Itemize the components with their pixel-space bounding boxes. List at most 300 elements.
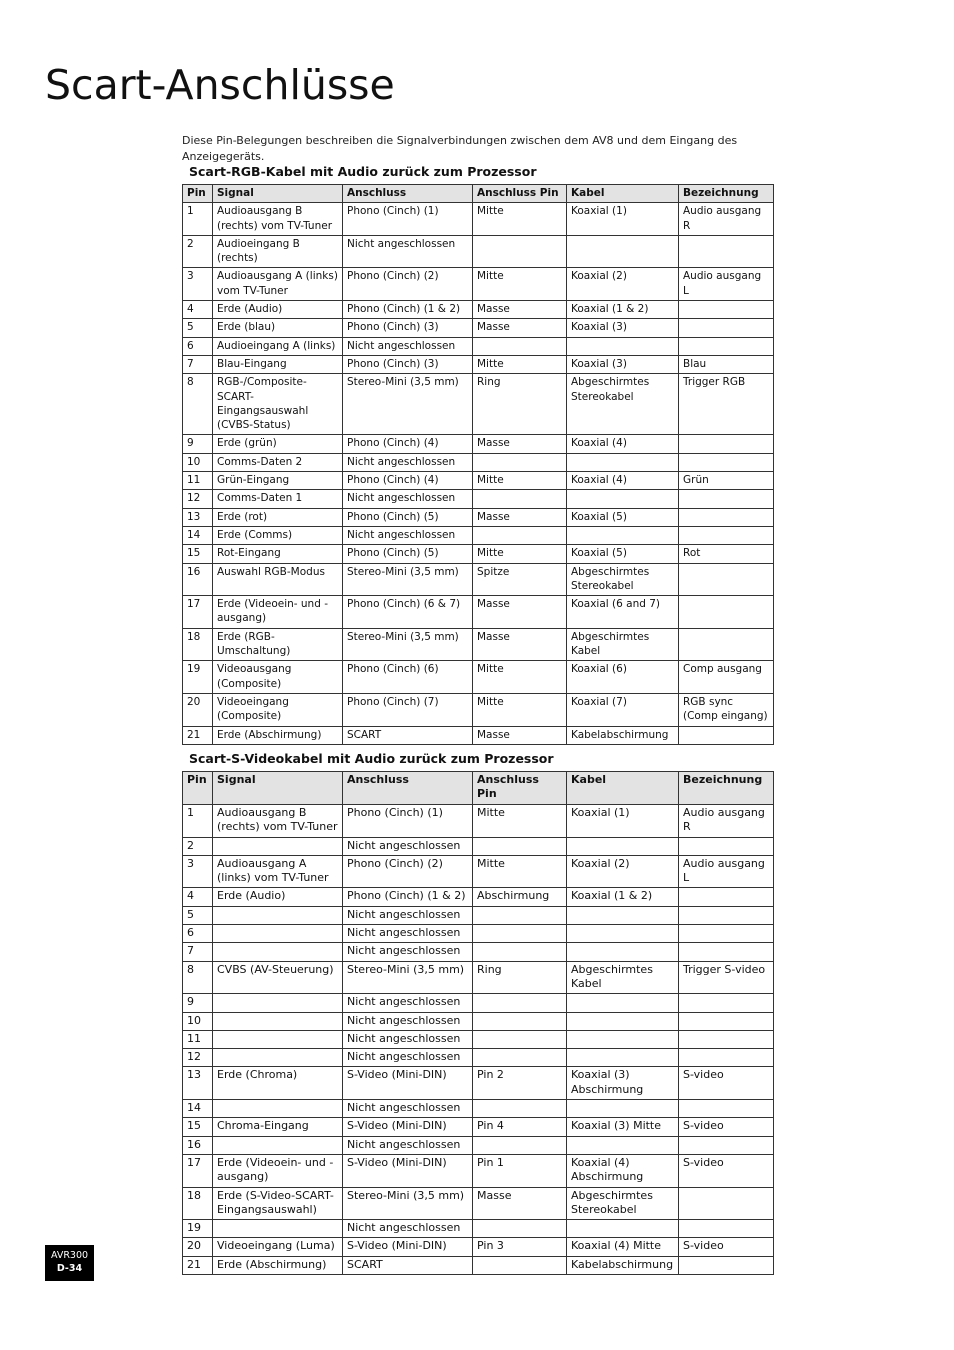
cell-anschluss: Phono (Cinch) (4) — [343, 472, 473, 490]
cell-signal — [213, 1012, 343, 1030]
table-row — [183, 925, 774, 943]
cell-pin: 9 — [183, 435, 213, 453]
cell-signal: Audioeingang B (rechts) — [213, 235, 343, 268]
cell-anschluss: Stereo-Mini (3,5 mm) — [343, 563, 473, 596]
table-row — [183, 1154, 774, 1187]
cell-kabel — [567, 1030, 679, 1048]
cell-anschluss-pin — [473, 1136, 567, 1154]
cell-anschluss: Phono (Cinch) (2) — [343, 855, 473, 888]
cell-anschluss-pin: Masse — [473, 596, 567, 629]
cell-anschluss: Phono (Cinch) (5) — [343, 508, 473, 526]
cell-bezeichnung: Audio ausgang L — [679, 855, 774, 888]
table1-title: Scart-RGB-Kabel mit Audio zurück zum Prozessor — [189, 164, 537, 179]
table-row — [183, 472, 774, 490]
cell-bezeichnung — [679, 925, 774, 943]
cell-anschluss-pin — [473, 994, 567, 1012]
cell-signal: Erde (Abschirmung) — [213, 726, 343, 744]
cell-anschluss-pin: Masse — [473, 301, 567, 319]
cell-anschluss: Nicht angeschlossen — [343, 1136, 473, 1154]
cell-bezeichnung — [679, 319, 774, 337]
cell-anschluss: SCART — [343, 726, 473, 744]
cell-anschluss-pin: Pin 3 — [473, 1238, 567, 1256]
table-row — [183, 855, 774, 888]
cell-pin: 11 — [183, 472, 213, 490]
cell-anschluss: S-Video (Mini-DIN) — [343, 1067, 473, 1100]
table-row — [183, 1118, 774, 1136]
cell-pin: 3 — [183, 855, 213, 888]
cell-anschluss-pin — [473, 1049, 567, 1067]
cell-anschluss-pin: Pin 1 — [473, 1154, 567, 1187]
cell-pin: 4 — [183, 301, 213, 319]
cell-pin: 16 — [183, 563, 213, 596]
cell-pin: 12 — [183, 1049, 213, 1067]
cell-bezeichnung: Rot — [679, 545, 774, 563]
cell-kabel: Koaxial (3) — [567, 355, 679, 373]
cell-kabel — [567, 337, 679, 355]
cell-anschluss: Nicht angeschlossen — [343, 337, 473, 355]
table-row — [183, 453, 774, 471]
cell-kabel: Koaxial (3) Abschirmung — [567, 1067, 679, 1100]
cell-anschluss: Nicht angeschlossen — [343, 1220, 473, 1238]
cell-anschluss-pin: Mitte — [473, 472, 567, 490]
cell-anschluss-pin — [473, 925, 567, 943]
cell-pin: 18 — [183, 628, 213, 661]
cell-anschluss: Nicht angeschlossen — [343, 837, 473, 855]
cell-pin: 1 — [183, 203, 213, 236]
cell-bezeichnung — [679, 337, 774, 355]
cell-anschluss: Phono (Cinch) (1 & 2) — [343, 888, 473, 906]
column-header-bezeichnung: Bezeichnung — [679, 185, 774, 203]
cell-bezeichnung — [679, 235, 774, 268]
cell-kabel: Koaxial (4) — [567, 435, 679, 453]
column-header-anschluss-pin: Anschluss Pin — [473, 185, 567, 203]
cell-signal: Audioausgang B (rechts) vom TV-Tuner — [213, 805, 343, 838]
table-row — [183, 596, 774, 629]
cell-pin: 18 — [183, 1187, 213, 1220]
cell-bezeichnung: S-video — [679, 1154, 774, 1187]
cell-signal: Erde (S-Video-SCART-Eingangsauswahl) — [213, 1187, 343, 1220]
table-row — [183, 1100, 774, 1118]
column-header-pin: Pin — [183, 185, 213, 203]
table-row — [183, 837, 774, 855]
cell-anschluss-pin: Mitte — [473, 545, 567, 563]
cell-kabel: Koaxial (7) — [567, 693, 679, 726]
cell-bezeichnung: RGB sync (Comp eingang) — [679, 693, 774, 726]
column-header-signal: Signal — [213, 185, 343, 203]
page-number-badge — [45, 1245, 94, 1281]
cell-kabel: Koaxial (2) — [567, 268, 679, 301]
cell-anschluss: Nicht angeschlossen — [343, 453, 473, 471]
cell-pin: 8 — [183, 374, 213, 435]
cell-kabel — [567, 1220, 679, 1238]
cell-bezeichnung: S-video — [679, 1067, 774, 1100]
table-row — [183, 1136, 774, 1154]
cell-signal: Erde (RGB-Umschaltung) — [213, 628, 343, 661]
table-row — [183, 1220, 774, 1238]
cell-pin: 6 — [183, 925, 213, 943]
cell-anschluss-pin — [473, 490, 567, 508]
cell-anschluss: Phono (Cinch) (3) — [343, 319, 473, 337]
cell-bezeichnung: Trigger RGB — [679, 374, 774, 435]
cell-kabel: Abgeschirmtes Stereokabel — [567, 563, 679, 596]
cell-signal — [213, 943, 343, 961]
table-row — [183, 1187, 774, 1220]
table-row — [183, 943, 774, 961]
cell-anschluss: Nicht angeschlossen — [343, 235, 473, 268]
table-row — [183, 203, 774, 236]
table-row — [183, 888, 774, 906]
cell-pin: 8 — [183, 961, 213, 994]
cell-anschluss: S-Video (Mini-DIN) — [343, 1154, 473, 1187]
cell-bezeichnung — [679, 888, 774, 906]
column-header-kabel: Kabel — [567, 772, 679, 805]
column-header-bezeichnung: Bezeichnung — [679, 772, 774, 805]
cell-bezeichnung — [679, 726, 774, 744]
cell-kabel — [567, 1136, 679, 1154]
cell-kabel: Koaxial (3) — [567, 319, 679, 337]
cell-signal: RGB-/Composite-SCART-Eingangsauswahl (CVBS-Status) — [213, 374, 343, 435]
cell-signal: Videoausgang (Composite) — [213, 661, 343, 694]
cell-anschluss-pin: Masse — [473, 435, 567, 453]
cell-anschluss-pin — [473, 943, 567, 961]
cell-signal: Erde (blau) — [213, 319, 343, 337]
cell-anschluss: Nicht angeschlossen — [343, 526, 473, 544]
column-header-signal: Signal — [213, 772, 343, 805]
cell-signal: Audioausgang A (links) vom TV-Tuner — [213, 268, 343, 301]
cell-anschluss-pin: Mitte — [473, 855, 567, 888]
cell-anschluss-pin — [473, 1100, 567, 1118]
cell-anschluss: Nicht angeschlossen — [343, 994, 473, 1012]
page-title: Scart-Anschlüsse — [45, 61, 395, 110]
cell-pin: 4 — [183, 888, 213, 906]
cell-bezeichnung — [679, 301, 774, 319]
cell-kabel — [567, 1012, 679, 1030]
column-header-anschluss-pin: Anschluss Pin — [473, 772, 567, 805]
cell-pin: 15 — [183, 1118, 213, 1136]
table-row — [183, 628, 774, 661]
cell-signal: Erde (Videoein- und -ausgang) — [213, 596, 343, 629]
cell-anschluss-pin — [473, 1012, 567, 1030]
cell-anschluss: S-Video (Mini-DIN) — [343, 1238, 473, 1256]
cell-anschluss-pin: Masse — [473, 726, 567, 744]
intro-text: Diese Pin-Belegungen beschreiben die Signalverbindungen zwischen dem AV8 und dem Eingang des Anzeigegeräts. — [182, 134, 738, 163]
cell-pin: 20 — [183, 693, 213, 726]
cell-signal: Erde (Abschirmung) — [213, 1256, 343, 1274]
cell-pin: 5 — [183, 906, 213, 924]
cell-signal — [213, 925, 343, 943]
cell-anschluss: Nicht angeschlossen — [343, 906, 473, 924]
table-header-row — [183, 185, 774, 203]
cell-bezeichnung — [679, 1220, 774, 1238]
cell-pin: 17 — [183, 596, 213, 629]
cell-pin: 2 — [183, 837, 213, 855]
table-row — [183, 1067, 774, 1100]
cell-bezeichnung — [679, 490, 774, 508]
cell-anschluss: Phono (Cinch) (1) — [343, 203, 473, 236]
cell-kabel — [567, 925, 679, 943]
table-header-row — [183, 772, 774, 805]
cell-kabel — [567, 943, 679, 961]
cell-pin: 12 — [183, 490, 213, 508]
cell-anschluss: Stereo-Mini (3,5 mm) — [343, 628, 473, 661]
cell-signal: Audioausgang B (rechts) vom TV-Tuner — [213, 203, 343, 236]
cell-anschluss-pin: Ring — [473, 374, 567, 435]
cell-kabel — [567, 1049, 679, 1067]
cell-anschluss-pin: Pin 4 — [473, 1118, 567, 1136]
cell-anschluss: Nicht angeschlossen — [343, 1012, 473, 1030]
page-number: D-34 — [56, 1263, 83, 1274]
cell-anschluss-pin: Abschirmung — [473, 888, 567, 906]
cell-signal — [213, 837, 343, 855]
cell-bezeichnung: Audio ausgang L — [679, 268, 774, 301]
cell-signal — [213, 1136, 343, 1154]
column-header-pin: Pin — [183, 772, 213, 805]
cell-anschluss-pin: Ring — [473, 961, 567, 994]
cell-bezeichnung — [679, 994, 774, 1012]
cell-pin: 15 — [183, 545, 213, 563]
table-row — [183, 355, 774, 373]
cell-bezeichnung: Audio ausgang R — [679, 203, 774, 236]
cell-anschluss-pin: Mitte — [473, 805, 567, 838]
cell-kabel: Koaxial (6 and 7) — [567, 596, 679, 629]
table-row — [183, 374, 774, 435]
table-row — [183, 545, 774, 563]
table-row — [183, 563, 774, 596]
cell-kabel: Koaxial (6) — [567, 661, 679, 694]
cell-pin: 19 — [183, 1220, 213, 1238]
cell-signal: Erde (Videoein- und -ausgang) — [213, 1154, 343, 1187]
cell-pin: 21 — [183, 726, 213, 744]
cell-kabel: Abgeschirmtes Stereokabel — [567, 374, 679, 435]
cell-bezeichnung — [679, 1136, 774, 1154]
cell-kabel: Koaxial (1 & 2) — [567, 301, 679, 319]
cell-bezeichnung: Audio ausgang R — [679, 805, 774, 838]
cell-bezeichnung — [679, 1049, 774, 1067]
cell-anschluss-pin — [473, 526, 567, 544]
cell-kabel — [567, 526, 679, 544]
table-row — [183, 661, 774, 694]
cell-pin: 21 — [183, 1256, 213, 1274]
cell-anschluss-pin: Mitte — [473, 661, 567, 694]
cell-anschluss: Nicht angeschlossen — [343, 1049, 473, 1067]
cell-bezeichnung — [679, 906, 774, 924]
cell-bezeichnung: Blau — [679, 355, 774, 373]
cell-kabel — [567, 994, 679, 1012]
cell-signal: Erde (Comms) — [213, 526, 343, 544]
table-row — [183, 1238, 774, 1256]
cell-pin: 6 — [183, 337, 213, 355]
cell-anschluss-pin: Masse — [473, 1187, 567, 1220]
cell-kabel — [567, 453, 679, 471]
cell-kabel — [567, 235, 679, 268]
cell-pin: 5 — [183, 319, 213, 337]
cell-anschluss-pin — [473, 1030, 567, 1048]
cell-kabel: Abgeschirmtes Kabel — [567, 961, 679, 994]
cell-signal: Blau-Eingang — [213, 355, 343, 373]
table-row — [183, 435, 774, 453]
cell-pin: 13 — [183, 1067, 213, 1100]
cell-anschluss: Nicht angeschlossen — [343, 943, 473, 961]
cell-bezeichnung — [679, 1256, 774, 1274]
cell-signal: Erde (Audio) — [213, 301, 343, 319]
cell-pin: 10 — [183, 1012, 213, 1030]
cell-pin: 1 — [183, 805, 213, 838]
cell-anschluss: SCART — [343, 1256, 473, 1274]
cell-anschluss: Phono (Cinch) (5) — [343, 545, 473, 563]
cell-signal — [213, 1220, 343, 1238]
cell-anschluss-pin: Mitte — [473, 203, 567, 236]
scart-rgb-table — [182, 184, 774, 745]
cell-signal: Videoeingang (Luma) — [213, 1238, 343, 1256]
cell-kabel: Koaxial (5) — [567, 545, 679, 563]
cell-kabel — [567, 837, 679, 855]
cell-bezeichnung — [679, 1100, 774, 1118]
cell-anschluss: Phono (Cinch) (2) — [343, 268, 473, 301]
cell-anschluss: Phono (Cinch) (6) — [343, 661, 473, 694]
table-row — [183, 693, 774, 726]
cell-pin: 10 — [183, 453, 213, 471]
table-row — [183, 805, 774, 838]
cell-anschluss: Nicht angeschlossen — [343, 1030, 473, 1048]
cell-anschluss-pin: Mitte — [473, 355, 567, 373]
cell-bezeichnung — [679, 508, 774, 526]
cell-anschluss-pin: Mitte — [473, 693, 567, 726]
cell-anschluss: Stereo-Mini (3,5 mm) — [343, 1187, 473, 1220]
cell-signal — [213, 1100, 343, 1118]
cell-anschluss: S-Video (Mini-DIN) — [343, 1118, 473, 1136]
cell-anschluss-pin: Masse — [473, 628, 567, 661]
cell-kabel: Koaxial (1) — [567, 805, 679, 838]
table-row — [183, 1256, 774, 1274]
cell-bezeichnung — [679, 1030, 774, 1048]
table-row — [183, 961, 774, 994]
table-row — [183, 906, 774, 924]
cell-kabel: Abgeschirmtes Stereokabel — [567, 1187, 679, 1220]
cell-anschluss: Phono (Cinch) (1) — [343, 805, 473, 838]
cell-signal: Grün-Eingang — [213, 472, 343, 490]
cell-signal: Comms-Daten 1 — [213, 490, 343, 508]
cell-kabel: Koaxial (1 & 2) — [567, 888, 679, 906]
cell-anschluss-pin: Pin 2 — [473, 1067, 567, 1100]
cell-bezeichnung — [679, 563, 774, 596]
table-row — [183, 319, 774, 337]
cell-signal: Videoeingang (Composite) — [213, 693, 343, 726]
cell-anschluss-pin: Mitte — [473, 268, 567, 301]
cell-bezeichnung: Grün — [679, 472, 774, 490]
cell-bezeichnung — [679, 453, 774, 471]
cell-anschluss: Stereo-Mini (3,5 mm) — [343, 961, 473, 994]
cell-anschluss: Nicht angeschlossen — [343, 925, 473, 943]
cell-kabel: Koaxial (3) Mitte — [567, 1118, 679, 1136]
cell-signal: CVBS (AV-Steuerung) — [213, 961, 343, 994]
cell-pin: 7 — [183, 943, 213, 961]
table-row — [183, 490, 774, 508]
cell-signal: Rot-Eingang — [213, 545, 343, 563]
cell-signal: Audioeingang A (links) — [213, 337, 343, 355]
cell-signal: Chroma-Eingang — [213, 1118, 343, 1136]
cell-pin: 3 — [183, 268, 213, 301]
cell-anschluss: Stereo-Mini (3,5 mm) — [343, 374, 473, 435]
cell-signal: Erde (grün) — [213, 435, 343, 453]
column-header-kabel: Kabel — [567, 185, 679, 203]
cell-bezeichnung — [679, 943, 774, 961]
cell-signal: Comms-Daten 2 — [213, 453, 343, 471]
cell-pin: 17 — [183, 1154, 213, 1187]
cell-anschluss-pin: Masse — [473, 319, 567, 337]
cell-anschluss-pin — [473, 837, 567, 855]
cell-kabel: Kabelabschirmung — [567, 726, 679, 744]
table-row — [183, 526, 774, 544]
table-row — [183, 301, 774, 319]
cell-anschluss-pin — [473, 337, 567, 355]
cell-anschluss-pin — [473, 1256, 567, 1274]
cell-signal: Erde (Chroma) — [213, 1067, 343, 1100]
cell-anschluss-pin — [473, 453, 567, 471]
cell-signal — [213, 906, 343, 924]
cell-bezeichnung — [679, 1012, 774, 1030]
cell-kabel: Koaxial (5) — [567, 508, 679, 526]
column-header-anschluss: Anschluss — [343, 772, 473, 805]
table-row — [183, 268, 774, 301]
cell-signal: Audioausgang A (links) vom TV-Tuner — [213, 855, 343, 888]
cell-kabel: Koaxial (2) — [567, 855, 679, 888]
cell-anschluss: Phono (Cinch) (7) — [343, 693, 473, 726]
column-header-anschluss: Anschluss — [343, 185, 473, 203]
cell-anschluss: Phono (Cinch) (6 & 7) — [343, 596, 473, 629]
cell-anschluss-pin: Masse — [473, 508, 567, 526]
cell-bezeichnung: S-video — [679, 1238, 774, 1256]
cell-anschluss-pin — [473, 235, 567, 268]
cell-anschluss-pin: Spitze — [473, 563, 567, 596]
table-row — [183, 726, 774, 744]
table-row — [183, 1049, 774, 1067]
cell-anschluss: Phono (Cinch) (4) — [343, 435, 473, 453]
cell-pin: 20 — [183, 1238, 213, 1256]
cell-signal: Erde (Audio) — [213, 888, 343, 906]
cell-pin: 16 — [183, 1136, 213, 1154]
cell-anschluss: Nicht angeschlossen — [343, 1100, 473, 1118]
cell-kabel: Koaxial (4) Mitte — [567, 1238, 679, 1256]
cell-kabel: Koaxial (1) — [567, 203, 679, 236]
cell-bezeichnung: S-video — [679, 1118, 774, 1136]
cell-bezeichnung — [679, 596, 774, 629]
cell-bezeichnung — [679, 628, 774, 661]
cell-bezeichnung — [679, 1187, 774, 1220]
cell-bezeichnung: Trigger S-video — [679, 961, 774, 994]
cell-anschluss: Phono (Cinch) (1 & 2) — [343, 301, 473, 319]
cell-anschluss-pin — [473, 906, 567, 924]
cell-pin: 14 — [183, 1100, 213, 1118]
cell-kabel: Kabelabschirmung — [567, 1256, 679, 1274]
cell-signal: Auswahl RGB-Modus — [213, 563, 343, 596]
table-row — [183, 508, 774, 526]
cell-kabel — [567, 1100, 679, 1118]
cell-kabel: Koaxial (4) — [567, 472, 679, 490]
cell-anschluss-pin — [473, 1220, 567, 1238]
cell-pin: 2 — [183, 235, 213, 268]
table-row — [183, 1012, 774, 1030]
cell-kabel — [567, 490, 679, 508]
cell-pin: 11 — [183, 1030, 213, 1048]
cell-signal — [213, 994, 343, 1012]
cell-kabel: Abgeschirmtes Kabel — [567, 628, 679, 661]
cell-pin: 9 — [183, 994, 213, 1012]
cell-anschluss: Phono (Cinch) (3) — [343, 355, 473, 373]
table2-title: Scart-S-Videokabel mit Audio zurück zum Prozessor — [189, 751, 554, 766]
cell-bezeichnung — [679, 526, 774, 544]
cell-pin: 7 — [183, 355, 213, 373]
cell-bezeichnung: Comp ausgang — [679, 661, 774, 694]
